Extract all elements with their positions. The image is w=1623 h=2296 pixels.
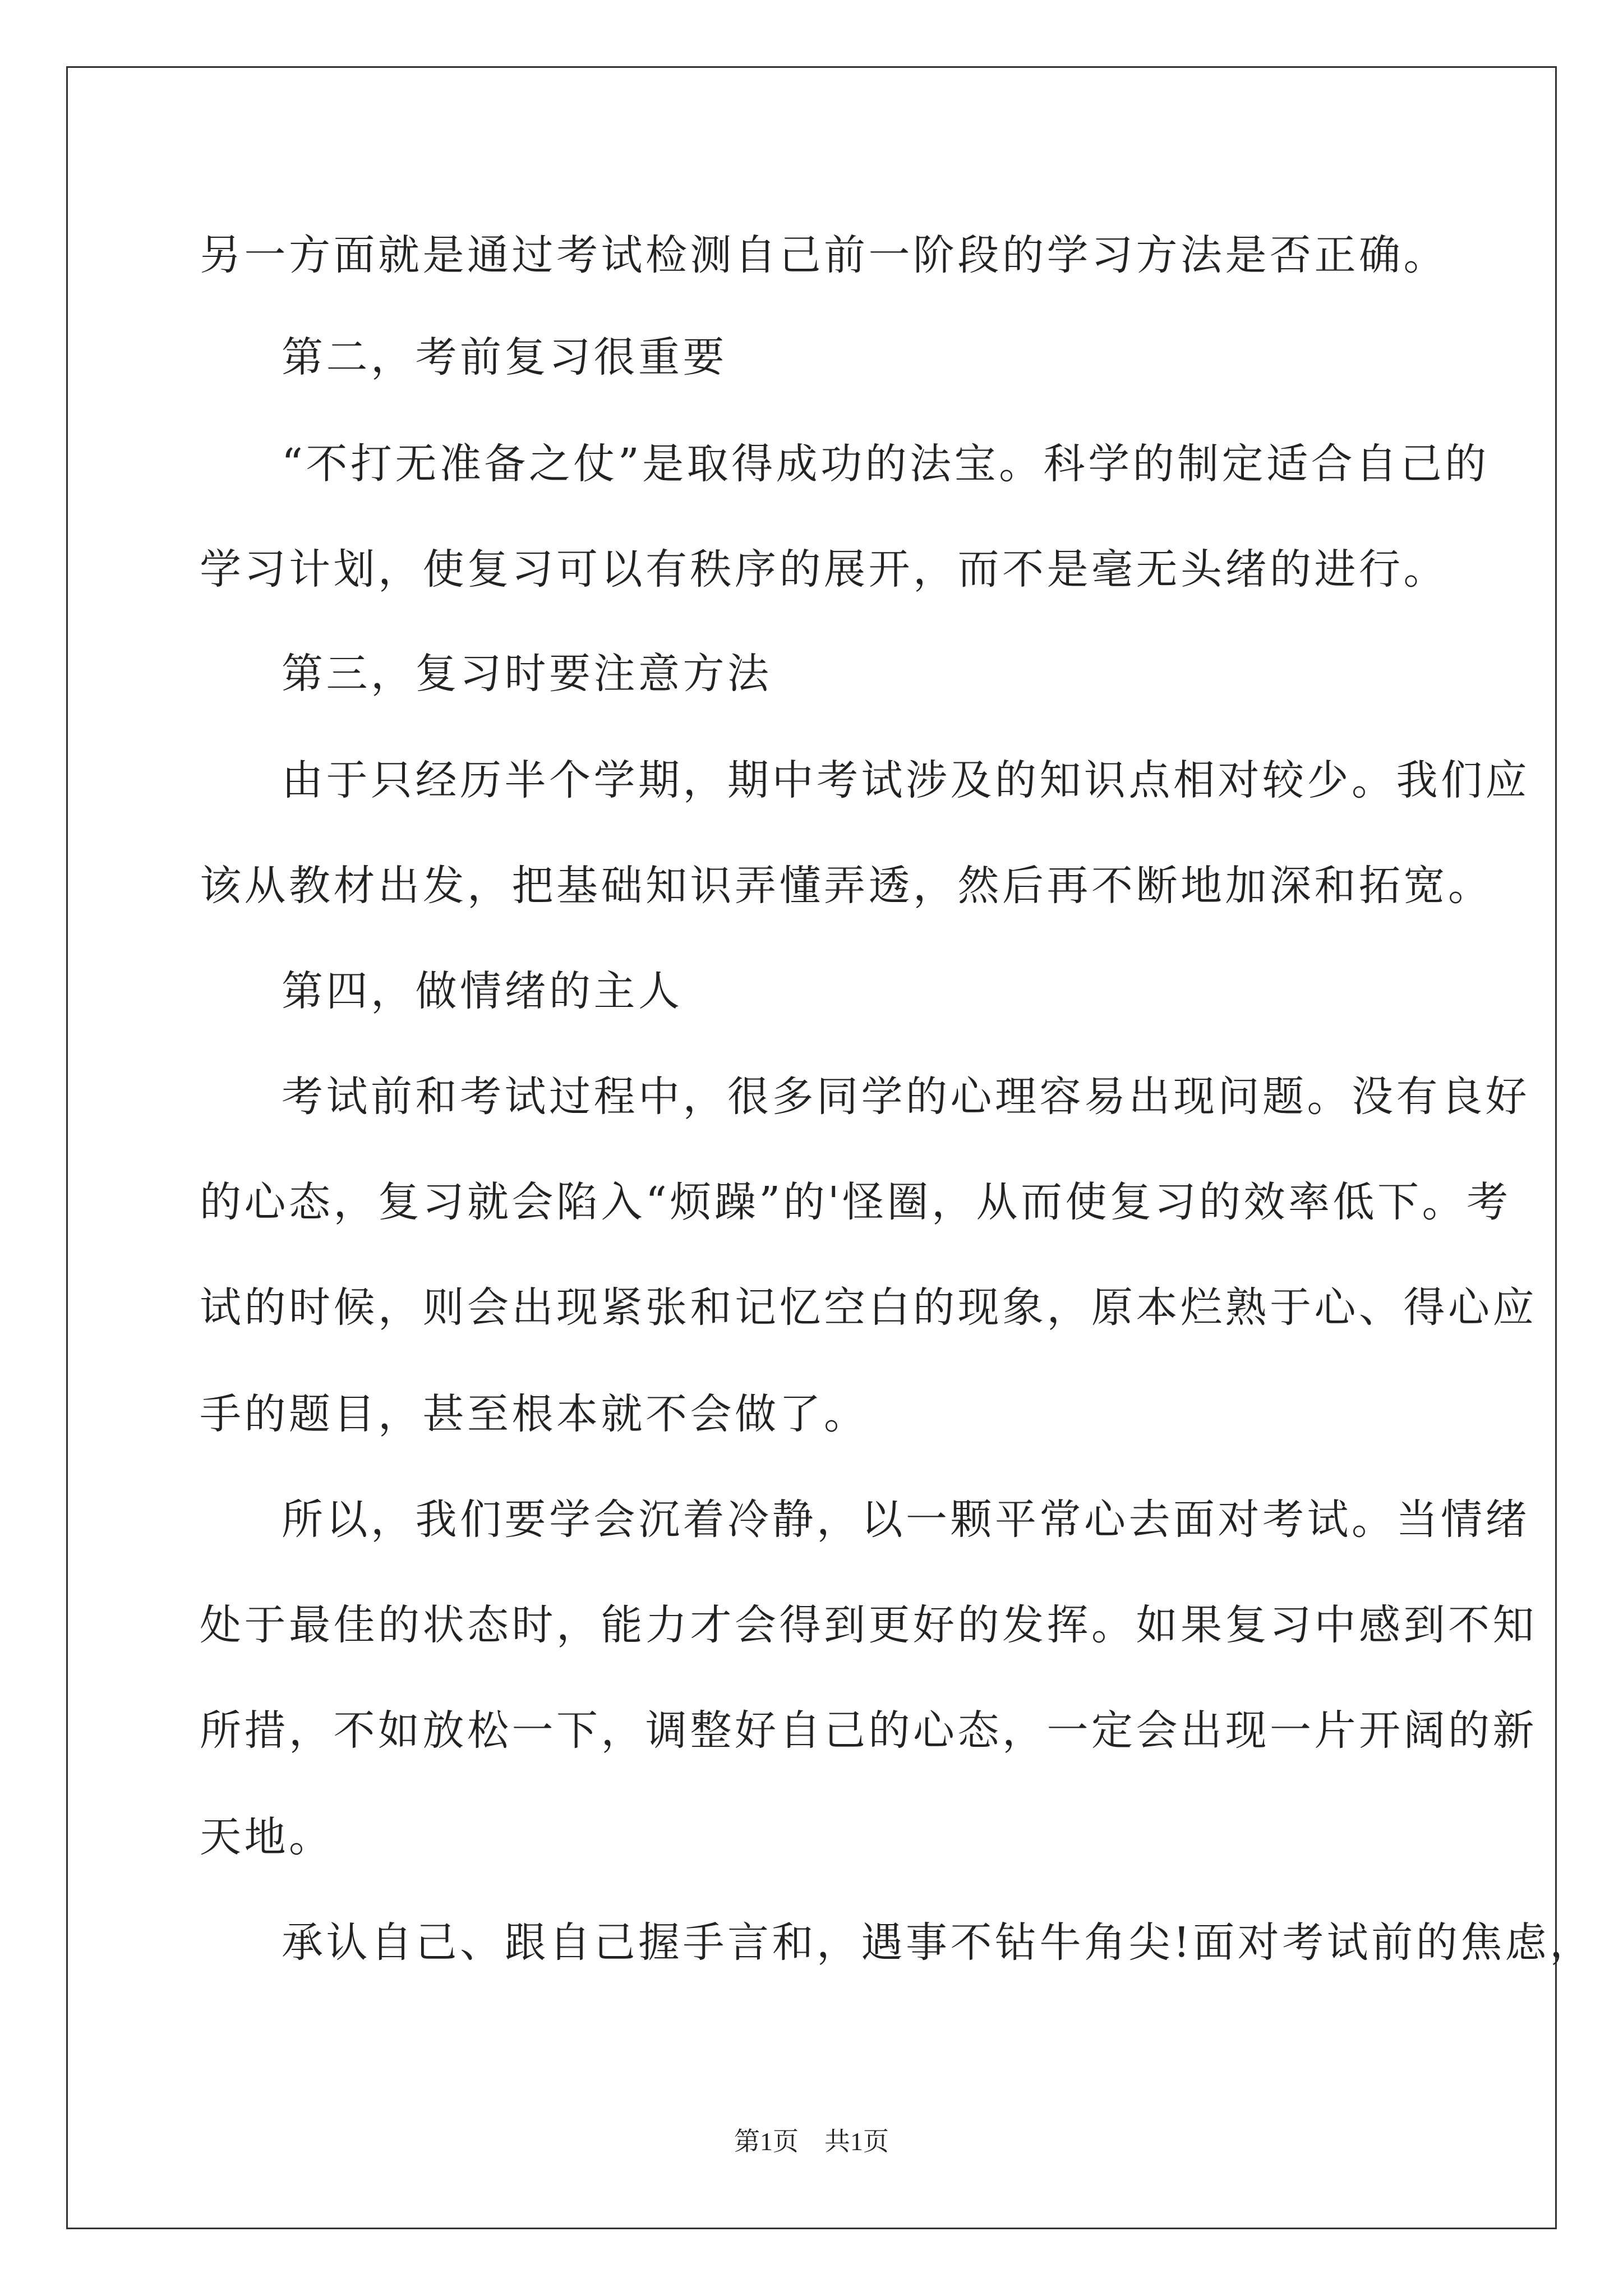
section-heading: 第四，做情绪的主人 [282, 967, 683, 1015]
section-heading: 第三，复习时要注意方法 [282, 650, 772, 698]
body-text-line: 考试前和考试过程中，很多同学的心理容易出现问题。没有良好 [282, 1073, 1530, 1121]
section-heading: 第二，考前复习很重要 [282, 333, 727, 381]
body-text-line: 所措，不如放松一下，调整好自己的心态，一定会出现一片开阔的新 [200, 1706, 1537, 1755]
body-text-line: 另一方面就是通过考试检测自己前一阶段的学习方法是否正确。 [200, 231, 1448, 279]
body-text-line: 处于最佳的状态时，能力才会得到更好的发挥。如果复习中感到不知 [200, 1601, 1537, 1649]
body-text-line: 的心态，复习就会陷入“烦躁”的'怪圈，从而使复习的效率低下。考 [200, 1178, 1511, 1226]
body-text-line: 学习计划，使复习可以有秩序的展开，而不是毫无头绪的进行。 [200, 545, 1448, 593]
body-text-line: 该从教材出发，把基础知识弄懂弄透，然后再不断地加深和拓宽。 [200, 862, 1493, 910]
body-text-line: 天地。 [200, 1813, 334, 1861]
body-text-line: “不打无准备之仗”是取得成功的法宝。科学的制定适合自己的 [282, 440, 1490, 488]
page-number-footer: 第1页 共1页 [734, 2127, 889, 2156]
body-text-line: 手的题目，甚至根本就不会做了。 [200, 1390, 869, 1438]
page-border [66, 66, 1557, 2229]
body-text-line: 承认自己、跟自己握手言和，遇事不钻牛角尖!面对考试前的焦虑， [282, 1918, 1594, 1967]
body-text-line: 试的时候，则会出现紧张和记忆空白的现象，原本烂熟于心、得心应 [200, 1283, 1537, 1332]
body-text-line: 所以，我们要学会沉着冷静，以一颗平常心去面对考试。当情绪 [282, 1496, 1530, 1544]
body-text-line: 由于只经历半个学期，期中考试涉及的知识点相对较少。我们应 [282, 756, 1530, 804]
